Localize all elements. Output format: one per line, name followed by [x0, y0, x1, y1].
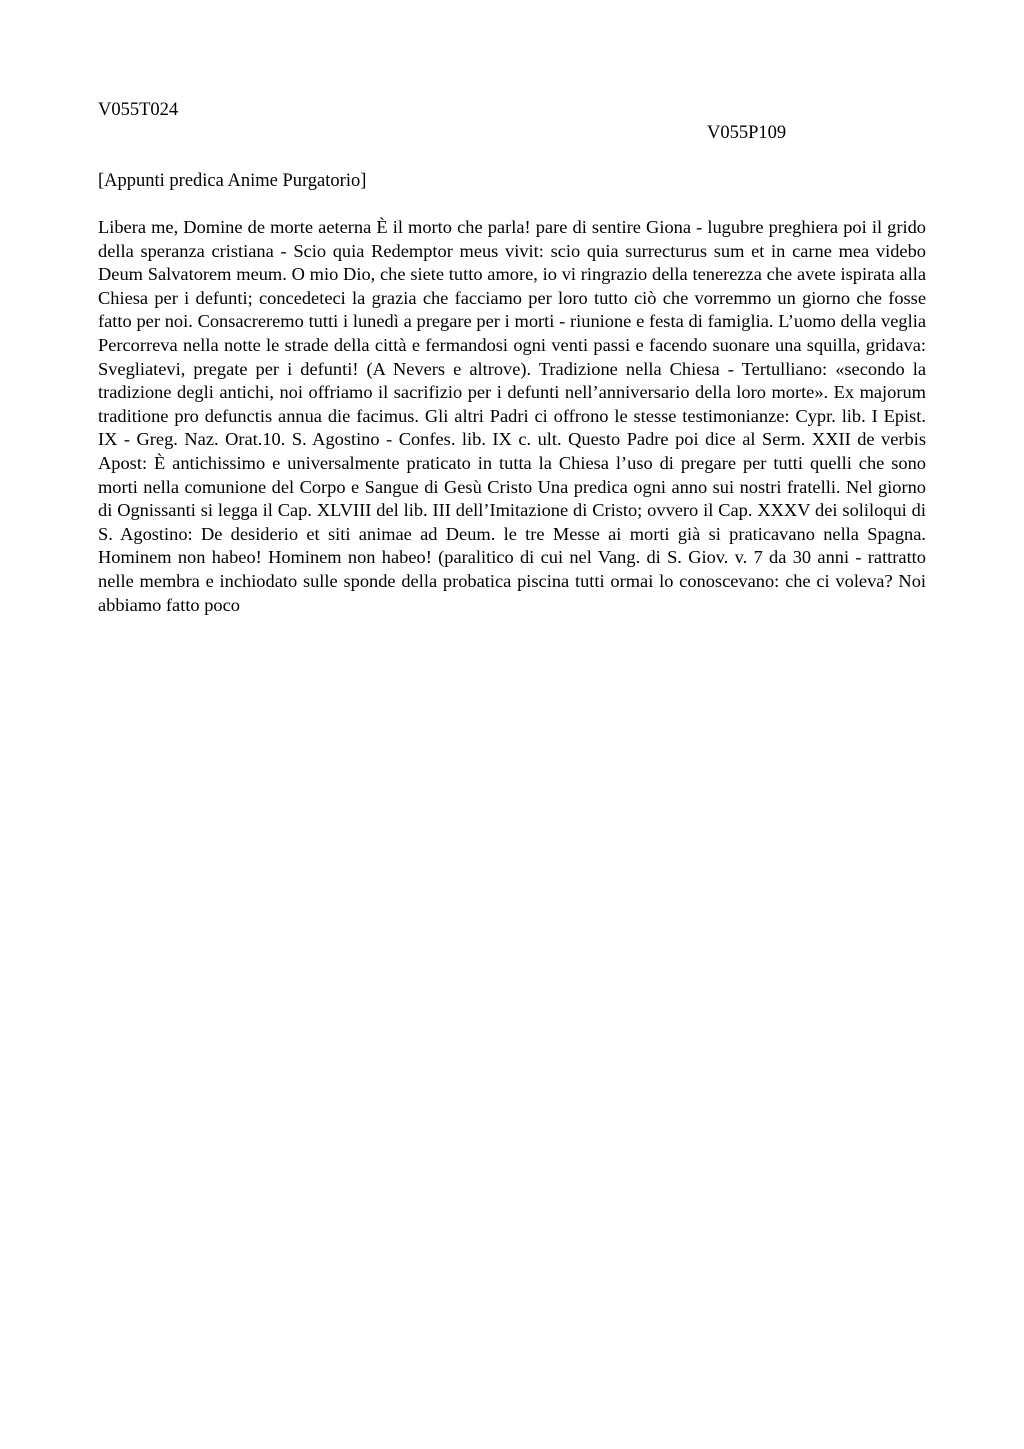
document-id: V055T024: [98, 100, 179, 120]
body-paragraph: Libera me, Domine de morte aeterna È il morto che parla! pare di sentire Giona - lugubre preghiera poi il grido della speranza cristiana - Scio quia Redemptor meus vivit: scio quia surrecturus sum et in carne mea videbo Deum Salvatorem meum. O mio Dio, che siete tutto amore, io vi ringrazio della tenerezza che avete ispirata alla Chiesa per i defunti; concedeteci la grazia che facciamo per loro tutto ciò che vorremmo un giorno che fosse fatto per noi. Consacreremo tutti i lunedì a pregare per i morti - riunione e festa di famiglia. L’uomo della veglia Percorreva nella notte le strade della città e fermandosi ogni venti passi e facendo suonare una squilla, gridava: Svegliatevi, pregate per i defunti! (A Nevers e altrove). Tradizione nella Chiesa - Tertulliano: «secondo la tradizione degli antichi, noi offriamo il sacrifizio per i defunti nell’anniversario della loro morte». Ex majorum traditione pro defunctis annua die facimus. Gli altri Padri ci offrono le stesse testimonianze: Cypr. lib. I Epist. IX - Greg. Naz. Orat.10. S. Agostino - Confes. lib. IX c. ult. Questo Padre poi dice al Serm. XXII de verbis Apost: È antichissimo e universalmente praticato in tutta la Chiesa l’uso di pregare per tutti quelli che sono morti nella comunione del Corpo e Sangue di Gesù Cristo Una predica ogni anno sui nostri fratelli. Nel giorno di Ognissanti si legga il Cap. XLVIII del lib. III dell’Imitazione di Cristo; ovvero il Cap. XXXV dei soliloqui di S. Agostino: De desiderio et siti animae ad Deum. le tre Messe ai morti già si praticavano nella Spagna. Hominem non habeo! Hominem non habeo! (paralitico di cui nel Vang. di S. Giov. v. 7 da 30 anni - rattratto nelle membra e inchiodato sulle sponde della probatica piscina tutti ormai lo conoscevano: che ci voleva? Noi abbiamo fatto poco: [98, 217, 926, 615]
document-title: [Appunti predica Anime Purgatorio]: [98, 171, 367, 191]
page-id: V055P109: [707, 123, 787, 143]
